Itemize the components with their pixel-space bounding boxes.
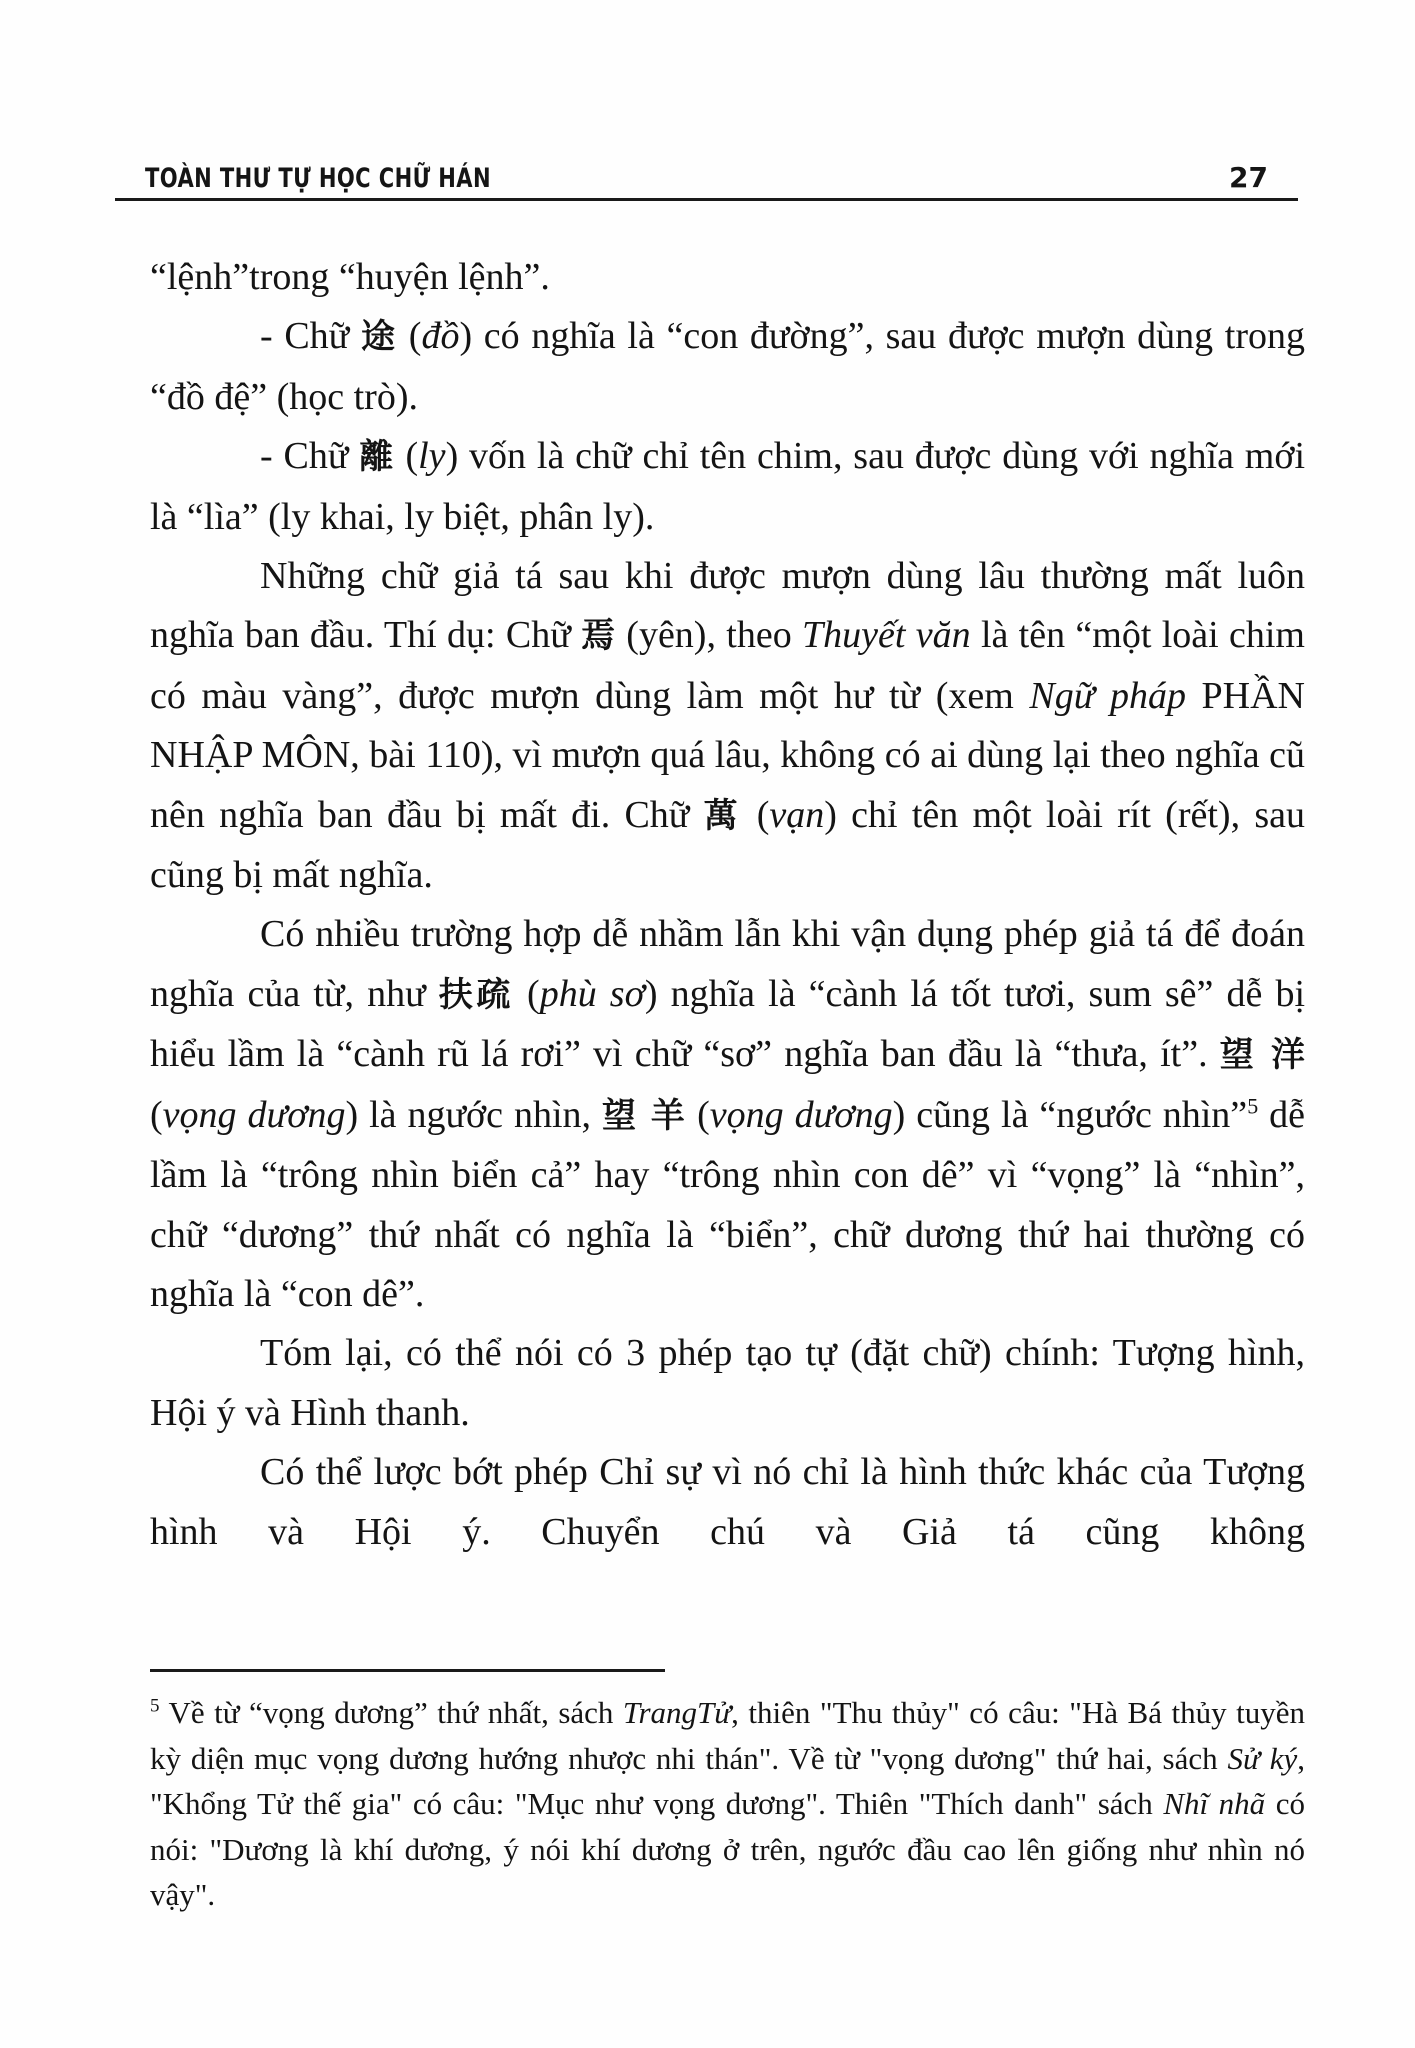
footnote-marker: 5	[150, 1695, 160, 1717]
text-run: , thiên "Thu thủy" có câu: "Hà Bá thủy tuyền kỳ diện mục vọng dương hướng nhược nhi thán". Về từ "vọng dương" thứ hai, sách	[150, 1695, 1305, 1776]
text-run: Những chữ giả tá sau khi được mượn dùng lâu thường mất luôn nghĩa ban đầu. Thí dụ: Chữ	[150, 555, 1305, 657]
footnote-divider	[150, 1669, 665, 1672]
han-character: 扶疏	[438, 974, 514, 1015]
paragraph-text: “lệnh”trong “huyện lệnh”.	[150, 256, 550, 298]
page-number: 27	[1229, 161, 1268, 194]
reading-italic: vọng dương	[709, 1093, 893, 1136]
book-title: TrangTử	[622, 1695, 732, 1730]
han-character: 途	[360, 317, 398, 358]
text-run: Có nhiều trường hợp dễ nhầm lẫn khi vận dụng phép giả tá để đoán nghĩa của từ, như	[150, 913, 1305, 1015]
reading-italic: ly	[418, 435, 446, 478]
text-run: - Chữ	[260, 435, 360, 478]
text-run: , "Khổng Tử thế gia" có câu: "Mục như vọng dương". Thiên "Thích danh" sách	[150, 1740, 1305, 1821]
text-run: ) nghĩa là “cành lá tốt tươi, sum sê” dễ bị hiểu lầm là “cành rũ lá rơi” vì chữ “sơ” nghĩa ban đầu là “thưa, ít”.	[150, 972, 1306, 1076]
han-character: 望 洋	[1219, 1035, 1305, 1076]
running-title: TOÀN THƯ TỰ HỌC CHỮ HÁN	[145, 163, 492, 194]
text-run: dễ lầm là “trông nhìn biển cả” hay “trông nhìn con dê” vì “vọng” là “nhìn”, chữ “dương” thứ nhất có nghĩa là “biển”, chữ dương thứ hai thường có nghĩa là “con dê”.	[150, 1093, 1306, 1315]
paragraph-text: Tóm lại, có thể nói có 3 phép tạo tự (đặt chữ) chính: Tượng hình, Hội ý và Hình thanh.	[150, 1332, 1305, 1434]
reading-italic: vạn	[769, 793, 825, 836]
paragraph-confusion	[150, 905, 1305, 1324]
body-text	[150, 248, 1305, 1562]
book-title: Ngữ pháp	[1029, 674, 1186, 717]
book-title: Thuyết văn	[802, 614, 971, 657]
book-title: Nhĩ nhã	[1163, 1786, 1266, 1821]
book-title: Sử ký	[1227, 1740, 1298, 1776]
footnote-reference[interactable]: 5	[1247, 1093, 1259, 1119]
han-character: 望 羊	[601, 1095, 687, 1136]
paragraph-example-ly	[150, 427, 1305, 547]
han-character: 離	[359, 437, 395, 478]
han-character: 萬	[703, 795, 743, 836]
paragraph-gia-ta	[150, 547, 1305, 905]
text-run: (yên), theo	[615, 614, 803, 657]
text-run: - Chữ	[260, 315, 361, 358]
paragraph-summary	[150, 1324, 1305, 1443]
text-run: (	[150, 1093, 163, 1136]
text-run: ) có nghĩa là “con đường”, sau được mượn dùng trong “đồ đệ” (học trò).	[150, 315, 1305, 418]
footnotes	[150, 1690, 1305, 1918]
text-run: có nói: "Dương là khí dương, ý nói khí dương ở trên, ngước đầu cao lên giống như nhìn nó vậy".	[150, 1786, 1305, 1912]
text-run: là tên “một loài chim có màu vàng”, được mượn dùng làm một hư từ (xem	[150, 614, 1305, 717]
text-run: Về từ “vọng dương” thứ nhất, sách	[159, 1695, 623, 1730]
paragraph-text: Có thể lược bớt phép Chỉ sự vì nó chỉ là hình thức khác của Tượng hình và Hội ý. Chuyển chú và Giả tá cũng không	[150, 1451, 1305, 1553]
paragraph-continued	[150, 1443, 1305, 1562]
text-run: PHẦN NHẬP MÔN, bài 110), vì mượn quá lâu, không có ai dùng lại theo nghĩa cũ nên nghĩa ban đầu bị mất đi. Chữ	[150, 674, 1305, 836]
running-header	[115, 150, 1298, 201]
paragraph-continuation	[150, 248, 1305, 307]
text-run: (	[742, 793, 770, 836]
text-run: (	[394, 435, 419, 478]
reading-italic: phù sơ	[539, 972, 645, 1015]
text-run: (	[397, 315, 422, 358]
text-run: ) vốn là chữ chỉ tên chim, sau được dùng với nghĩa mới là “lìa” (ly khai, ly biệt, phân ly).	[150, 435, 1305, 538]
reading-italic: vọng dương	[162, 1093, 346, 1136]
text-run: ) chỉ tên một loài rít (rết), sau cũng bị mất nghĩa.	[150, 793, 1305, 897]
text-run: (	[513, 972, 540, 1015]
text-run: ) cũng là “ngước nhìn”	[892, 1093, 1248, 1136]
paragraph-example-do	[150, 307, 1305, 427]
text-run: ) là ngước nhìn,	[345, 1093, 602, 1136]
text-run: (	[686, 1093, 710, 1136]
han-character: 焉	[581, 616, 616, 657]
footnote-5	[150, 1690, 1305, 1918]
reading-italic: đồ	[421, 315, 460, 358]
